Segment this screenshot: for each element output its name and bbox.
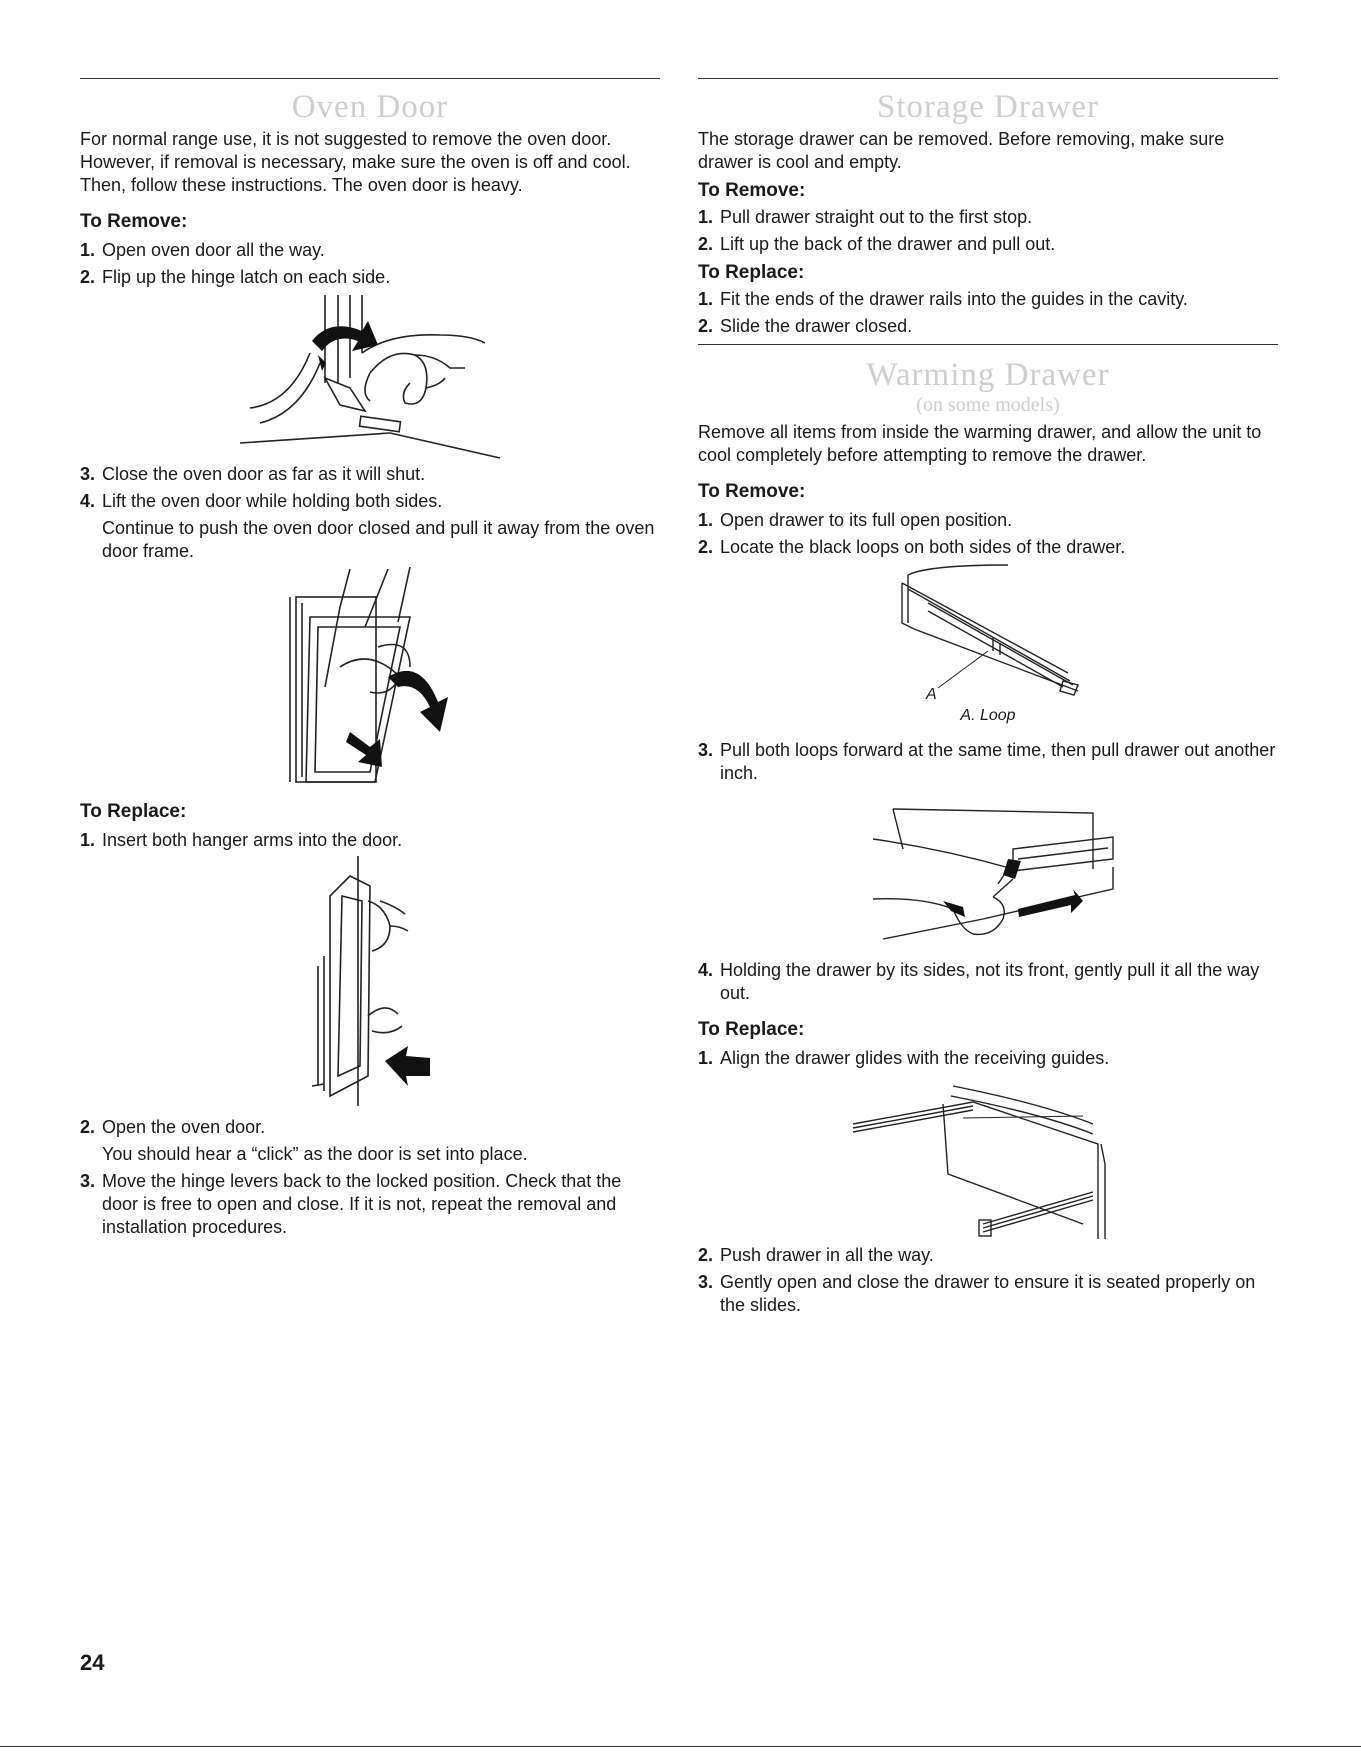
step-continued: You should hear a “click” as the door is set into place.: [102, 1144, 528, 1164]
step-text: Gently open and close the drawer to ensure it is seated properly on the slides.: [720, 1272, 1256, 1315]
section-rule: [698, 344, 1278, 345]
warming-drawer-replace-list: [698, 1047, 1278, 1070]
section-title-warming-drawer: Warming Drawer: [866, 357, 1110, 393]
step-number: 1.: [698, 1048, 714, 1068]
storage-drawer-remove-list: [698, 206, 1278, 256]
list-item: [80, 829, 660, 852]
step-number: 2.: [80, 267, 96, 287]
step-text: Open oven door all the way.: [102, 240, 325, 260]
list-item: [80, 1116, 660, 1139]
step-continued: Continue to push the oven door closed and pull it away from the oven door frame.: [102, 518, 655, 561]
warming-drawer-intro: Remove all items from inside the warming drawer, and allow the unit to cool completely before attempting to remove the drawer.: [698, 422, 1262, 465]
storage-drawer-intro: The storage drawer can be removed. Before removing, make sure drawer is cool and empty.: [698, 129, 1225, 172]
warming-drawer-replace-heading: To Replace:: [698, 1019, 805, 1040]
list-item: [698, 739, 1278, 785]
list-item: [698, 509, 1278, 532]
step-text: Fit the ends of the drawer rails into the guides in the cavity.: [720, 289, 1188, 309]
drawer-loop-illustration: [888, 563, 1088, 703]
oven-door-remove-list-continued: [80, 463, 660, 513]
list-item: [698, 206, 1278, 229]
door-lift-illustration: [270, 567, 470, 787]
step-number: 2.: [698, 1245, 714, 1265]
step-text: Insert both hanger arms into the door.: [102, 830, 403, 850]
oven-door-remove-list: [80, 239, 660, 289]
step-number: 1.: [698, 510, 714, 530]
list-item: [698, 1244, 1278, 1267]
oven-door-replace-list-end: [80, 1170, 660, 1239]
list-item: [80, 239, 660, 262]
step-number: 1.: [698, 289, 714, 309]
step-number: 1.: [698, 207, 714, 227]
storage-drawer-remove-heading: To Remove:: [698, 180, 806, 201]
list-item: [698, 288, 1278, 311]
list-item: [698, 1271, 1278, 1317]
oven-door-remove-heading: To Remove:: [80, 211, 188, 232]
step-number: 3.: [698, 1272, 714, 1292]
list-item: [698, 1047, 1278, 1070]
warming-drawer-remove-list: [698, 509, 1278, 559]
drawers-column: [698, 78, 1278, 1321]
oven-door-replace-list-continued: [80, 1116, 660, 1139]
step-text: Flip up the hinge latch on each side.: [102, 267, 391, 287]
drawer-glides-illustration: [843, 1074, 1133, 1244]
step-text: Pull drawer straight out to the first stop.: [720, 207, 1033, 227]
bottom-rule: [0, 1746, 1361, 1747]
step-text: Move the hinge levers back to the locked position. Check that the door is free to open and close. If it is not, repeat the removal and installation procedures.: [102, 1171, 622, 1237]
list-item: [698, 233, 1278, 256]
step-number: 2.: [698, 537, 714, 557]
list-item: [80, 266, 660, 289]
section-rule: [698, 78, 1278, 79]
section-rule: [80, 78, 660, 79]
step-number: 3.: [80, 464, 96, 484]
storage-drawer-replace-list: [698, 288, 1278, 338]
list-item: [80, 1170, 660, 1239]
step-number: 3.: [698, 740, 714, 760]
step-text: Align the drawer glides with the receiving guides.: [720, 1048, 1110, 1068]
figure-caption: A. Loop: [960, 707, 1016, 724]
list-item: [698, 315, 1278, 338]
section-title-storage-drawer: Storage Drawer: [877, 89, 1099, 125]
oven-door-section: [80, 78, 660, 1243]
oven-door-replace-list: [80, 829, 660, 852]
step-number: 2.: [698, 316, 714, 336]
step-number: 2.: [80, 1117, 96, 1137]
list-item: [698, 959, 1278, 1005]
step-text: Holding the drawer by its sides, not its front, gently pull it all the way out.: [720, 960, 1260, 1003]
step-text: Slide the drawer closed.: [720, 316, 913, 336]
step-number: 1.: [80, 830, 96, 850]
step-text: Lift up the back of the drawer and pull out.: [720, 234, 1056, 254]
step-text: Open the oven door.: [102, 1117, 266, 1137]
step-number: 3.: [80, 1171, 96, 1191]
figure-callout-a: A: [926, 686, 937, 703]
warming-drawer-replace-list-continued: [698, 1244, 1278, 1317]
step-number: 2.: [698, 234, 714, 254]
step-text: Close the oven door as far as it will shut.: [102, 464, 426, 484]
list-item: [80, 490, 660, 513]
pull-loops-illustration: [843, 789, 1133, 959]
section-subtitle: (on some models): [916, 394, 1060, 416]
hanger-arms-illustration: [290, 856, 450, 1116]
oven-door-replace-heading: To Replace:: [80, 801, 187, 822]
section-title-oven-door: Oven Door: [291, 89, 449, 125]
step-text: Push drawer in all the way.: [720, 1245, 934, 1265]
page-number: 24: [80, 1650, 105, 1675]
hinge-latch-illustration: [230, 293, 510, 463]
warming-drawer-remove-heading: To Remove:: [698, 481, 806, 502]
step-text: Lift the oven door while holding both sides.: [102, 491, 443, 511]
warming-drawer-remove-list-end: [698, 959, 1278, 1005]
step-text: Pull both loops forward at the same time, then pull drawer out another inch.: [720, 740, 1276, 783]
step-number: 1.: [80, 240, 96, 260]
list-item: [698, 536, 1278, 559]
step-text: Open drawer to its full open position.: [720, 510, 1013, 530]
storage-drawer-replace-heading: To Replace:: [698, 262, 805, 283]
step-number: 4.: [698, 960, 714, 980]
step-number: 4.: [80, 491, 96, 511]
warming-drawer-remove-list-continued: [698, 739, 1278, 785]
step-text: Locate the black loops on both sides of the drawer.: [720, 537, 1126, 557]
oven-door-intro: For normal range use, it is not suggested to remove the oven door. However, if removal is necessary, make sure the oven is off and cool. Then, follow these instructions. The oven door is heavy.: [80, 129, 631, 195]
list-item: [80, 463, 660, 486]
